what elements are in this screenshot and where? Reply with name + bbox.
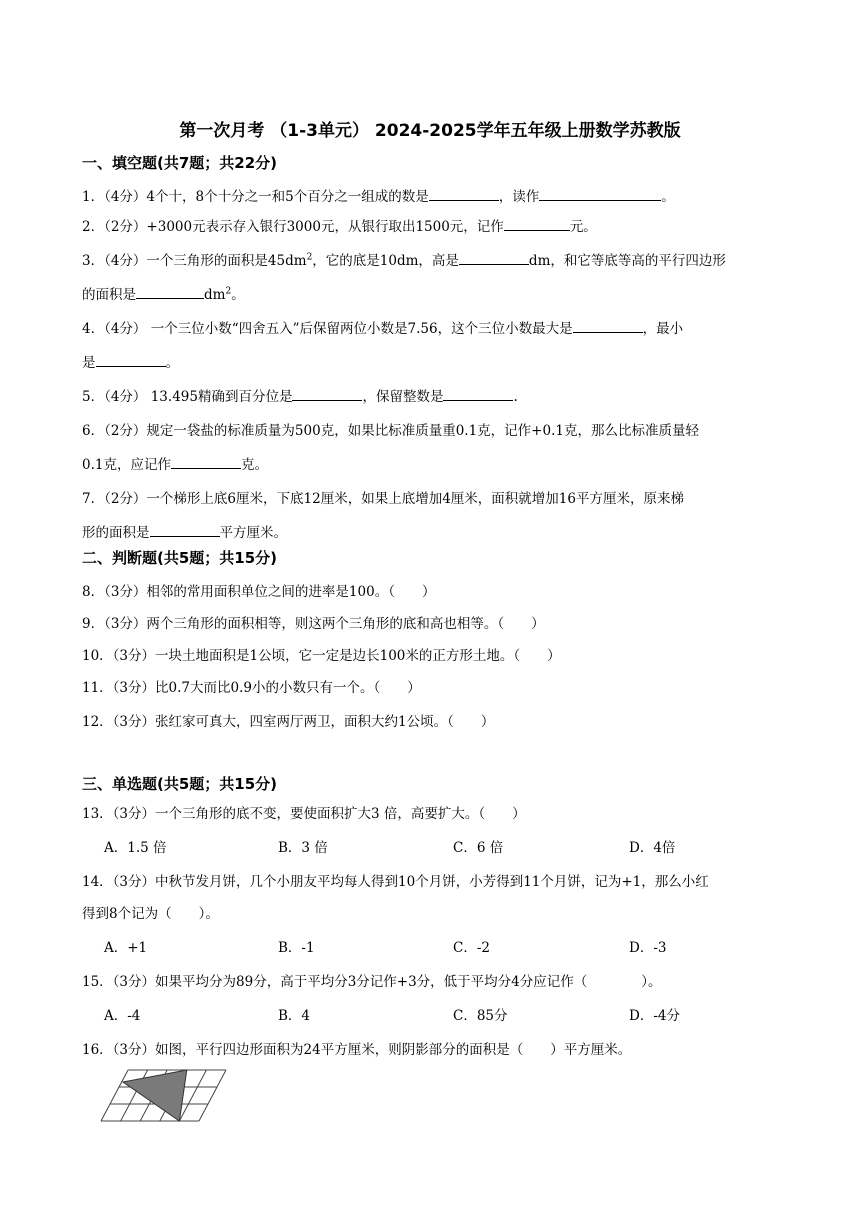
question-7-cont: 形的面积是 平方厘米。 [82, 521, 287, 541]
answer-blank[interactable] [504, 216, 570, 231]
question-2: 2．（2分）+3000元表示存入银行3000元，从银行取出1500元，记作 元。 [82, 215, 597, 235]
option-a[interactable]: A．+1 [104, 940, 148, 956]
question-3-cont: 的面积是 $dm^2$。 [82, 283, 245, 303]
parallelogram-grid-figure [100, 1068, 230, 1124]
option-b[interactable]: B．3 倍 [278, 840, 328, 856]
question-4: 4．（4分） 一个三位小数“四舍五入”后保留两位小数是7.56，这个三位小数最大是 ，最小 [82, 317, 683, 337]
answer-blank[interactable] [96, 352, 166, 367]
page-title: 第一次月考 （1-3单元） 2024-2025学年五年级上册数学苏教版 [179, 121, 681, 141]
question-4-cont: 是 。 [82, 351, 179, 371]
option-b[interactable]: B．-1 [278, 940, 315, 956]
question-5: 5．（4分） 13.495精确到百分位是 ，保留整数是 . [82, 385, 518, 405]
answer-blank[interactable] [171, 454, 241, 469]
question-12: 12．（3分）张红家可真大，四室两厅两卫，面积大约1公顷。（ ） [82, 714, 495, 730]
question-6: 6．（2分）规定一袋盐的标准质量为500克，如果比标准质量重0.1克，记作+0.1克，那么比标准质量轻 [82, 423, 699, 439]
option-c[interactable]: C．85分 [453, 1008, 508, 1024]
option-a[interactable]: A．1.5 倍 [104, 840, 167, 856]
answer-blank[interactable] [292, 386, 362, 401]
option-c[interactable]: C．-2 [453, 940, 490, 956]
option-c[interactable]: C．6 倍 [453, 840, 504, 856]
option-d[interactable]: D．-3 [629, 940, 667, 956]
section-true-false: 二、判断题(共5题；共15分) [82, 549, 278, 567]
answer-blank[interactable] [539, 186, 661, 201]
question-1: 1．（4分）4个十，8个十分之一和5个百分之一组成的数是 ，读作 。 [82, 185, 675, 205]
option-a[interactable]: A．-4 [104, 1008, 141, 1024]
question-15: 15．（3分）如果平均分为89分，高于平均分3分记作+3分，低于平均分4分应记作（ ）。 [82, 974, 662, 990]
answer-blank[interactable] [443, 386, 513, 401]
section-single-choice: 三、单选题(共5题；共15分) [82, 775, 278, 793]
answer-blank[interactable] [459, 250, 529, 265]
answer-blank[interactable] [573, 318, 643, 333]
shaded-triangle [123, 1070, 187, 1121]
answer-blank[interactable] [136, 284, 204, 299]
question-6-cont: 0.1克，应记作 克。 [82, 453, 268, 473]
question-14-cont: 得到8个记为（ ）。 [82, 906, 219, 922]
answer-blank[interactable] [429, 186, 499, 201]
question-7: 7．（2分）一个梯形上底6厘米，下底12厘米，如果上底增加4厘米，面积就增加16平方厘米，原来梯 [82, 491, 684, 507]
question-13: 13．（3分）一个三角形的底不变，要使面积扩大3 倍，高要扩大。（ ） [82, 806, 526, 822]
answer-blank[interactable] [150, 522, 220, 537]
question-11: 11．（3分）比0.7大而比0.9小的小数只有一个。（ ） [82, 680, 421, 696]
question-16: 16．（3分）如图，平行四边形面积为24平方厘米，则阴影部分的面积是（ ）平方厘米。 [82, 1042, 632, 1058]
section-fill-in: 一、填空题(共7题；共22分) [82, 154, 278, 172]
option-b[interactable]: B．4 [278, 1008, 311, 1024]
question-8: 8．（3分）相邻的常用面积单位之间的进率是100。（ ） [82, 584, 436, 600]
option-d[interactable]: D．4倍 [629, 840, 676, 856]
question-14: 14．（3分）中秋节发月饼，几个小朋友平均每人得到10个月饼，小芳得到11个月饼，记为+1，那么小红 [82, 874, 709, 890]
question-10: 10．（3分）一块土地面积是1公顷，它一定是边长100米的正方形土地。（ ） [82, 648, 561, 664]
option-d[interactable]: D．-4分 [629, 1008, 680, 1024]
question-3: 3．（4分）一个三角形的面积是$45dm^2$，它的底是10dm，高是 dm，和它等底等高的平行四边形 [82, 249, 726, 269]
question-9: 9．（3分）两个三角形的面积相等，则这两个三角形的底和高也相等。（ ） [82, 616, 545, 632]
